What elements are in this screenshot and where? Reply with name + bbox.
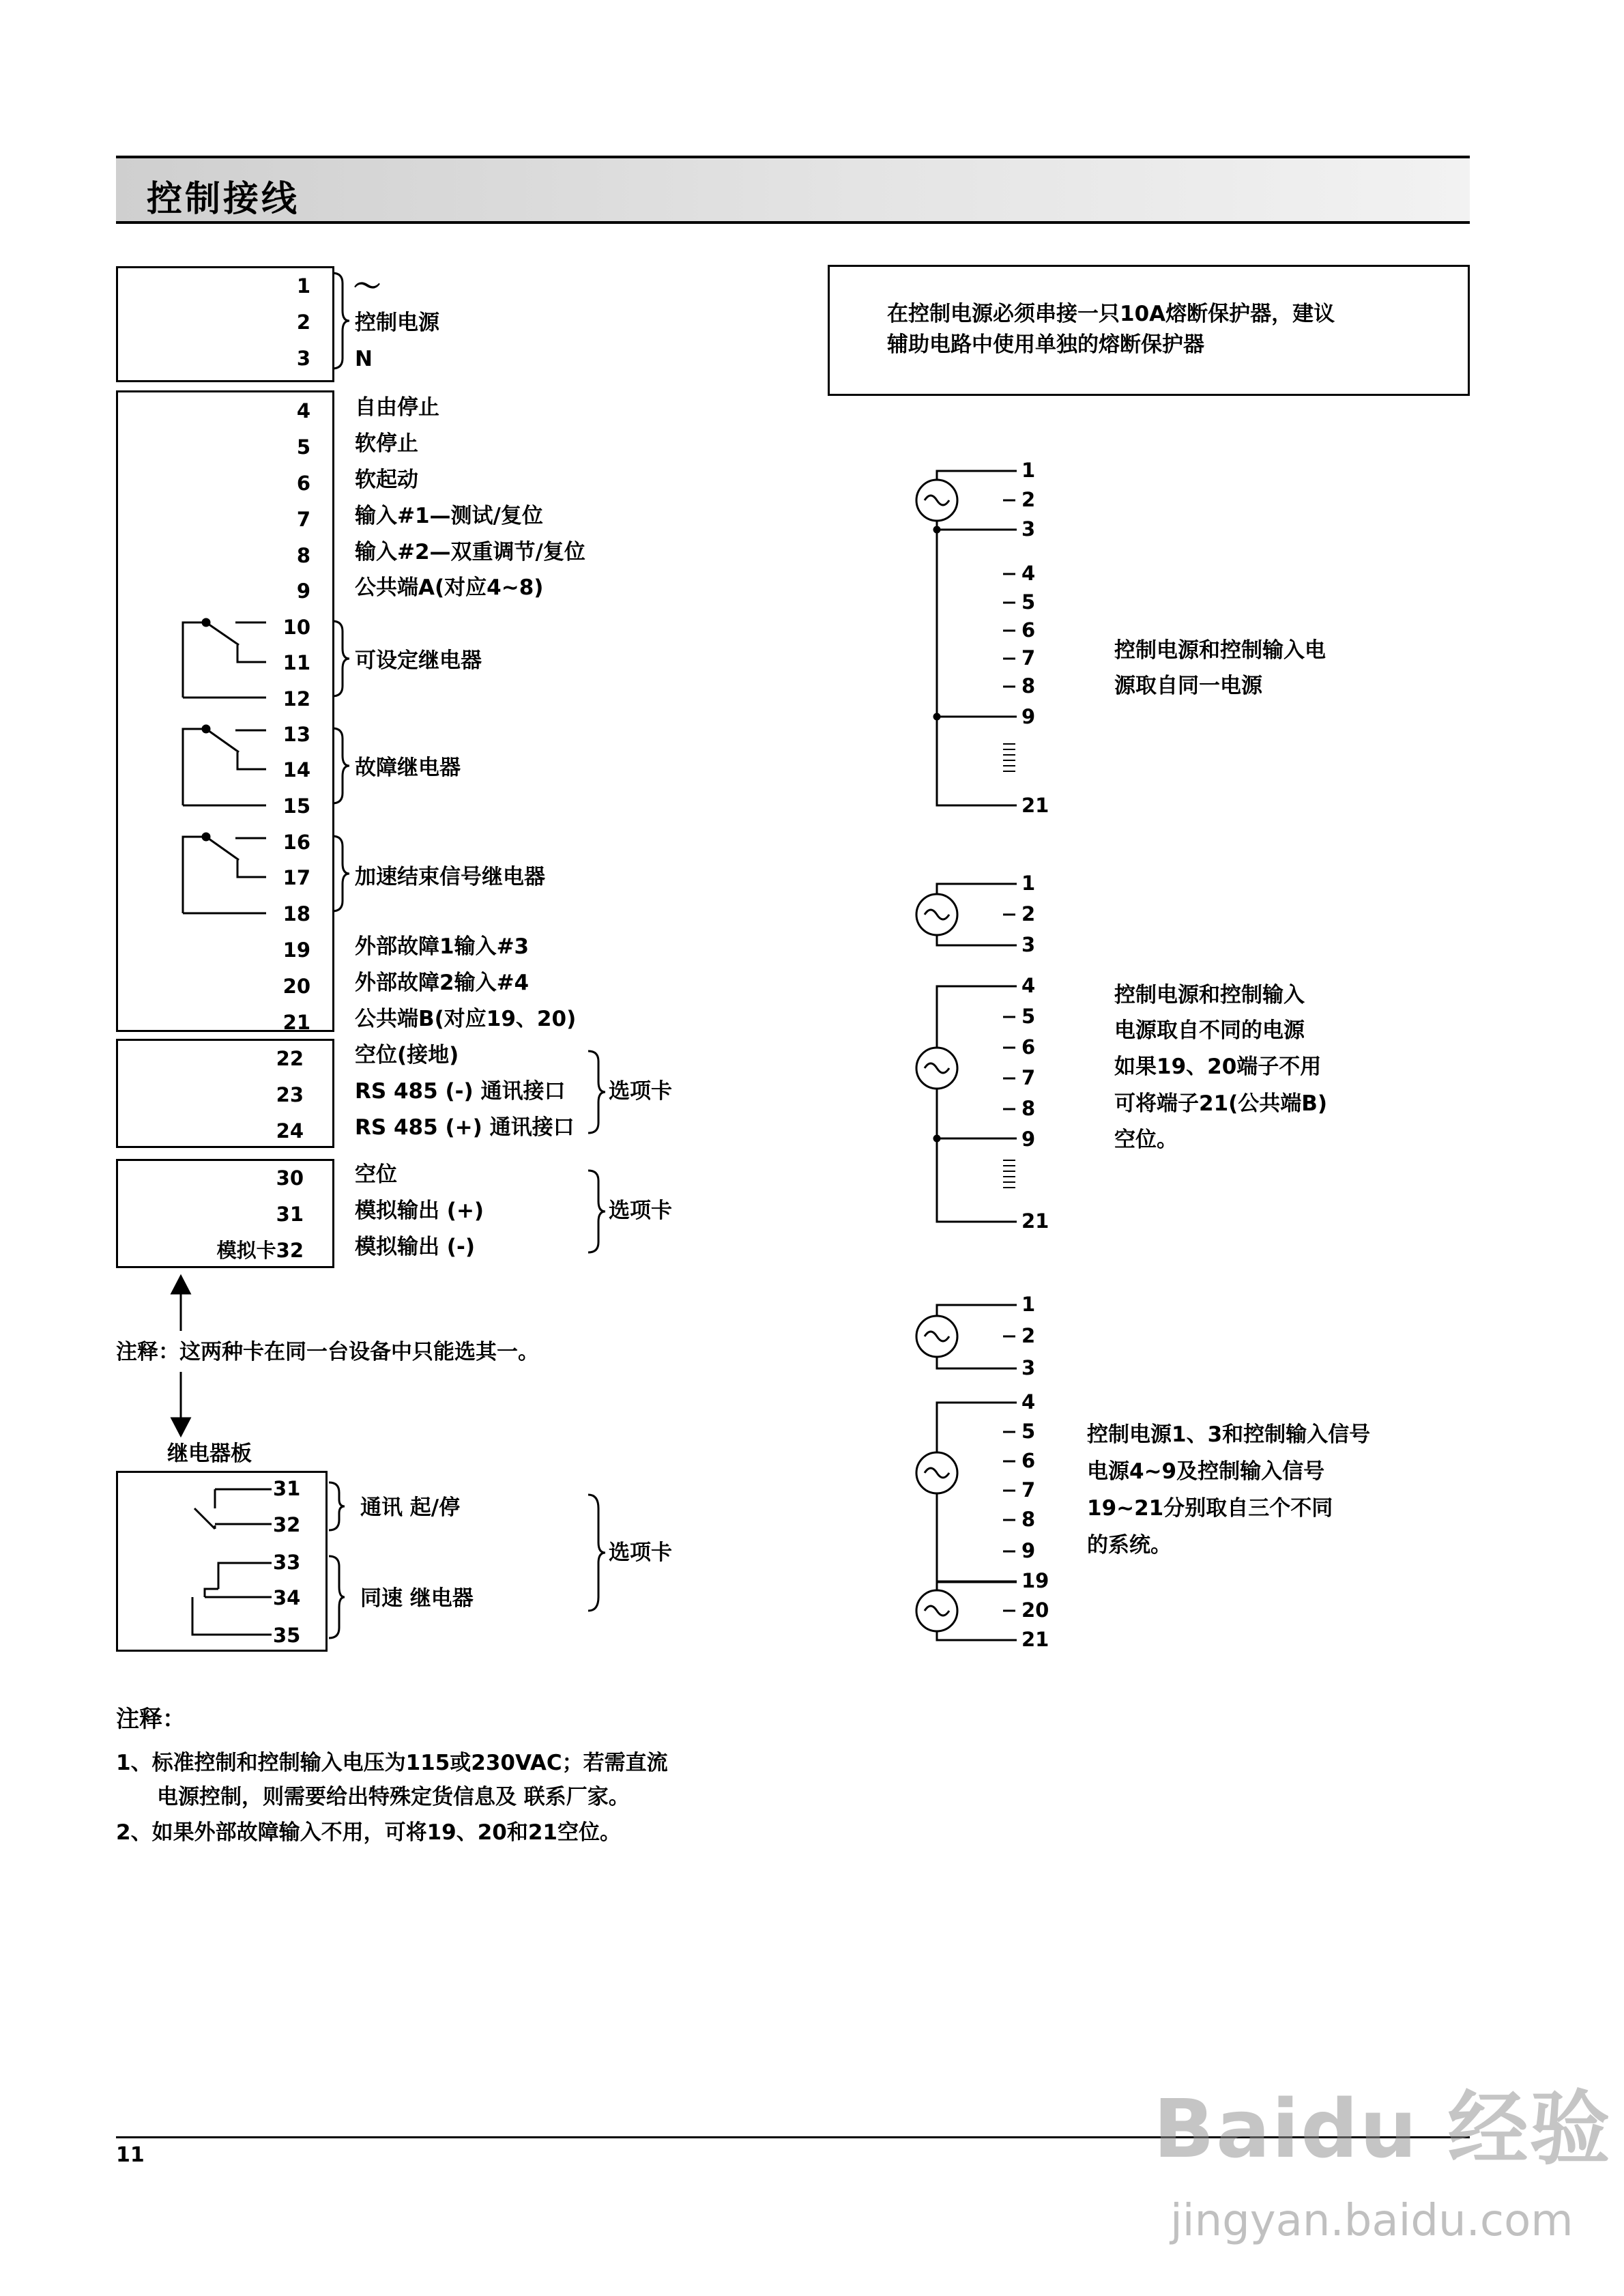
- terminal-number: 35: [273, 1624, 301, 1647]
- diagram-description: 空位。: [1114, 1128, 1178, 1152]
- ac-symbol: ～: [353, 271, 381, 302]
- terminal-number: 5: [1021, 1005, 1036, 1028]
- diagram-description: 源取自同一电源: [1114, 674, 1262, 698]
- option-card-label: 选项卡: [609, 1540, 672, 1565]
- terminal-number: 7: [1021, 1066, 1036, 1089]
- terminal-number: 10: [282, 616, 310, 639]
- terminal-label: RS 485 (+) 通讯接口: [355, 1115, 575, 1140]
- diagram-description: 如果19、20端子不用: [1114, 1054, 1322, 1079]
- brace: [332, 273, 349, 369]
- terminal-label: 空位(接地): [355, 1043, 459, 1067]
- terminal-label: 空位: [355, 1162, 397, 1187]
- terminal-number: 7: [296, 508, 310, 531]
- terminal-number: 6: [1021, 1035, 1036, 1059]
- relay-board-title: 继电器板: [167, 1441, 252, 1466]
- terminal-number: 7: [1021, 1478, 1036, 1502]
- terminal-number: 6: [1021, 1449, 1036, 1472]
- terminal-number: 3: [1021, 517, 1036, 541]
- terminal-number: 12: [282, 687, 310, 711]
- diagram-description: 19~21分别取自三个不同: [1087, 1496, 1333, 1521]
- terminal-label: 外部故障2输入#4: [355, 971, 530, 995]
- terminal-number: 2: [1021, 1324, 1036, 1347]
- terminal-number: 20: [1021, 1598, 1049, 1622]
- terminal-number: 31: [276, 1203, 304, 1226]
- terminal-number: 11: [282, 651, 310, 674]
- terminal-number: 19: [1021, 1569, 1049, 1592]
- relay-label: 可设定继电器: [355, 648, 482, 673]
- brace: [332, 836, 349, 911]
- terminal-number: 1: [296, 274, 310, 298]
- terminal-number: 4: [1021, 562, 1036, 585]
- terminal-label: 模拟输出 (-): [355, 1235, 475, 1259]
- relay-board-contact: [192, 1563, 272, 1635]
- terminal-number: 1: [1021, 872, 1036, 895]
- terminal-number: 21: [282, 1011, 310, 1034]
- relay-board-contact: [194, 1489, 272, 1529]
- terminal-number: 24: [276, 1119, 304, 1143]
- note-item: 2、如果外部故障输入不用，可将19、20和21空位。: [116, 1820, 621, 1845]
- terminal-number: 32: [273, 1513, 301, 1536]
- terminal-label: RS 485 (-) 通讯接口: [355, 1079, 566, 1104]
- terminal-label: 控制电源: [355, 311, 439, 335]
- terminal-number: 5: [1021, 590, 1036, 614]
- card-note: 注释：这两种卡在同一台设备中只能选其一。: [116, 1340, 539, 1364]
- fuse-note-line: 辅助电路中使用单独的熔断保护器: [887, 332, 1204, 357]
- terminal-number: 1: [1021, 1293, 1036, 1316]
- terminal-number: 9: [1021, 705, 1036, 728]
- terminal-label: N: [355, 347, 373, 371]
- watermark-url: jingyan.baidu.com: [1170, 2196, 1574, 2246]
- terminal-number: 21: [1021, 1628, 1049, 1651]
- terminal-number: 9: [296, 579, 310, 603]
- terminal-number: 21: [1021, 1209, 1049, 1233]
- relay-contact: [183, 833, 266, 913]
- relay-contact: [183, 619, 266, 698]
- note-item: 1、标准控制和控制输入电压为115或230VAC；若需直流: [116, 1751, 668, 1775]
- terminal-number: 18: [282, 902, 310, 925]
- terminal-label: 输入#1—测试/复位: [355, 504, 543, 528]
- terminal-number: 2: [1021, 902, 1036, 925]
- terminal-number: 模拟卡32: [216, 1239, 304, 1262]
- terminal-number: 3: [296, 347, 310, 370]
- terminal-number: 8: [296, 544, 310, 567]
- brace: [329, 1482, 345, 1530]
- page-title: 控制接线: [147, 179, 300, 220]
- terminal-number: 4: [296, 399, 310, 422]
- wiring-diagram-b: [916, 884, 1017, 1222]
- terminal-label: 外部故障1输入#3: [355, 934, 530, 959]
- terminal-number: 9: [1021, 1539, 1036, 1562]
- double-arrow: [172, 1276, 190, 1435]
- terminal-number: 19: [282, 938, 310, 962]
- diagram-description: 电源取自不同的电源: [1114, 1018, 1305, 1043]
- terminal-number: 1: [1021, 459, 1036, 482]
- notes-title: 注释：: [116, 1706, 186, 1733]
- brace: [329, 1556, 345, 1638]
- terminal-number: 15: [282, 794, 310, 818]
- brace: [332, 728, 349, 803]
- wiring-diagram-a: [916, 471, 1017, 805]
- terminal-number: 3: [1021, 933, 1036, 956]
- terminal-number: 3: [1021, 1356, 1036, 1379]
- terminal-number: 34: [273, 1586, 301, 1609]
- terminal-number: 14: [282, 758, 310, 781]
- terminal-number: 6: [1021, 618, 1036, 642]
- terminal-number: 5: [1021, 1420, 1036, 1443]
- relay-label: 故障继电器: [355, 756, 461, 780]
- terminal-label: 输入#2—双重调节/复位: [355, 540, 585, 564]
- terminal-number: 33: [273, 1551, 301, 1574]
- terminal-number: 17: [282, 866, 310, 889]
- diagram-description: 可将端子21(公共端B): [1114, 1091, 1328, 1116]
- relay-board-label: 同速 继电器: [360, 1586, 474, 1611]
- terminal-number: 6: [296, 472, 310, 495]
- terminal-number: 23: [276, 1083, 304, 1106]
- terminal-label: 软停止: [355, 431, 418, 456]
- terminal-label: 软起动: [355, 468, 418, 492]
- terminal-number: 2: [1021, 488, 1036, 511]
- terminal-number: 8: [1021, 674, 1036, 698]
- option-card-label: 选项卡: [609, 1199, 672, 1223]
- terminal-number: 31: [273, 1477, 301, 1500]
- watermark-main: Baidu 经验: [1153, 2082, 1612, 2176]
- terminal-number: 21: [1021, 794, 1049, 817]
- wiring-diagram-c: [916, 1305, 1017, 1640]
- terminal-label: 公共端B(对应19、20): [355, 1007, 577, 1031]
- diagram-description: 控制电源和控制输入: [1114, 983, 1305, 1007]
- brace: [332, 621, 349, 696]
- brace: [588, 1171, 605, 1252]
- terminal-number: 9: [1021, 1128, 1036, 1151]
- diagram-description: 电源4~9及控制输入信号: [1087, 1459, 1325, 1484]
- fuse-note-line: 在控制电源必须串接一只10A熔断保护器，建议: [887, 302, 1335, 326]
- page-number: 11: [116, 2143, 145, 2167]
- relay-board-label: 通讯 起/停: [360, 1495, 461, 1520]
- terminal-number: 22: [276, 1047, 304, 1070]
- terminal-number: 7: [1021, 646, 1036, 670]
- option-card-label: 选项卡: [609, 1079, 672, 1104]
- terminal-number: 8: [1021, 1097, 1036, 1120]
- diagram-description: 的系统。: [1087, 1533, 1172, 1558]
- terminal-number: 20: [282, 975, 310, 998]
- terminal-number: 16: [282, 831, 310, 854]
- terminal-label: 模拟输出 (+): [355, 1199, 484, 1223]
- terminal-number: 8: [1021, 1508, 1036, 1531]
- terminal-number: 4: [1021, 1390, 1036, 1414]
- terminal-number: 30: [276, 1166, 304, 1190]
- diagram-description: 控制电源和控制输入电: [1114, 638, 1326, 663]
- brace: [588, 1051, 605, 1133]
- terminal-number: 13: [282, 723, 310, 746]
- terminal-number: 5: [296, 435, 310, 459]
- terminal-label: 公共端A(对应4~8): [355, 575, 544, 600]
- terminal-number: 2: [296, 311, 310, 334]
- terminal-label: 自由停止: [355, 395, 439, 420]
- terminal-number: 4: [1021, 974, 1036, 997]
- relay-label: 加速结束信号继电器: [355, 865, 545, 889]
- note-item: 电源控制，则需要给出特殊定货信息及 联系厂家。: [157, 1785, 630, 1809]
- brace: [588, 1495, 605, 1611]
- diagram-description: 控制电源1、3和控制输入信号: [1087, 1422, 1371, 1447]
- relay-contact: [183, 726, 266, 805]
